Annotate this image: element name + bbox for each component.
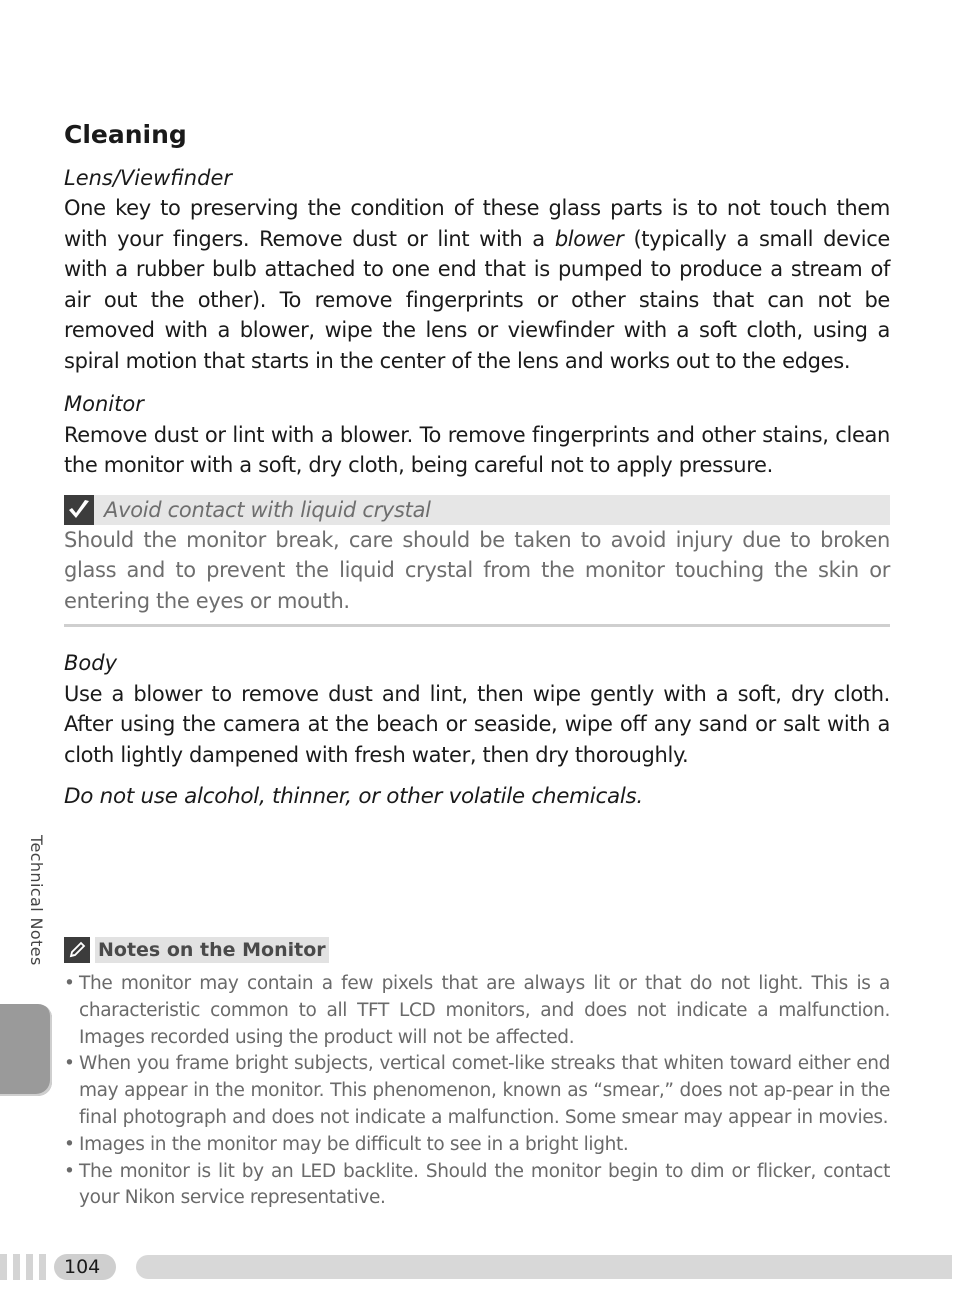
caution-text: Should the monitor break, care should be taken to avoid injury due to broken glass and to prevent the liquid crystal from the monitor touching the skin or entering the eyes or mouth.	[64, 525, 890, 628]
monitor-section	[64, 390, 890, 480]
note-item: • When you frame bright subjects, vertical comet-like streaks that whiten toward either end may appear in the monitor. This phenomenon, known as “smear,” does not ap-pear in the final photograph and does not indicate a malfunction. Some smear may appear in movies.	[64, 1051, 890, 1131]
monitor-text: Remove dust or lint with a blower. To remove fingerprints and other stains, clean the monitor with a soft, dry cloth, being careful not to apply pressure.	[64, 422, 890, 478]
footer-stripe	[13, 1254, 20, 1280]
notes-box	[64, 937, 890, 1212]
lens-text-part-2: (typically a small device with a rubber bulb attached to one end that is pumped to produce a stream of air out the other). To remove fingerprints or other stains that can not be removed with a blower, wipe the lens or viewfinder with a soft cloth, using a spiral motion that starts in the center of the lens and works out to the edges.	[64, 226, 890, 373]
body-section	[64, 649, 890, 770]
chapter-side-label: Technical Notes	[27, 835, 46, 966]
pencil-icon	[64, 937, 90, 963]
footer-stripe	[26, 1254, 33, 1280]
main-content	[64, 120, 890, 809]
lens-viewfinder-heading: Lens/Viewfinder	[64, 166, 232, 190]
note-item: • Images in the monitor may be difficult to see in a bright light.	[64, 1132, 890, 1159]
section-title: Cleaning	[64, 120, 187, 149]
footer-stripe	[0, 1254, 7, 1280]
caution-box	[64, 495, 890, 628]
page-footer	[0, 1254, 954, 1282]
page-number: 104	[54, 1254, 116, 1280]
lens-viewfinder-text	[64, 193, 890, 376]
body-text: Use a blower to remove dust and lint, then wipe gently with a soft, dry cloth. After using the camera at the beach or seaside, wipe off any sand or salt with a cloth lightly dampened with fresh water, then dry thoroughly.	[64, 681, 890, 767]
notes-title: Notes on the Monitor	[95, 937, 329, 963]
footer-stripe	[39, 1254, 46, 1280]
lens-text-part-1: One key to preserving the condition of these glass parts is to not touch them with your fingers. Remove dust or lint with a	[64, 196, 890, 251]
notes-list	[64, 971, 890, 1212]
note-item: • The monitor is lit by an LED backlite. Should the monitor begin to dim or flicker, contact your Nikon service representative.	[64, 1159, 890, 1213]
chemical-warning: Do not use alcohol, thinner, or other volatile chemicals.	[64, 784, 643, 810]
caution-title: Avoid contact with liquid crystal	[104, 497, 431, 522]
footer-bar	[136, 1255, 952, 1279]
lens-text-emphasis: blower	[554, 226, 624, 251]
chapter-tab	[0, 1004, 52, 1096]
caution-header	[64, 495, 890, 525]
monitor-heading: Monitor	[64, 392, 144, 417]
body-heading: Body	[64, 651, 118, 676]
checkmark-icon	[64, 495, 94, 525]
notes-header	[64, 937, 890, 963]
lens-viewfinder-section	[64, 164, 890, 376]
note-item: • The monitor may contain a few pixels that are always lit or that do not light. This is a characteristic common to all TFT LCD monitors, and does not indicate a malfunction. Images recorded using the product will not be affected.	[64, 971, 890, 1051]
